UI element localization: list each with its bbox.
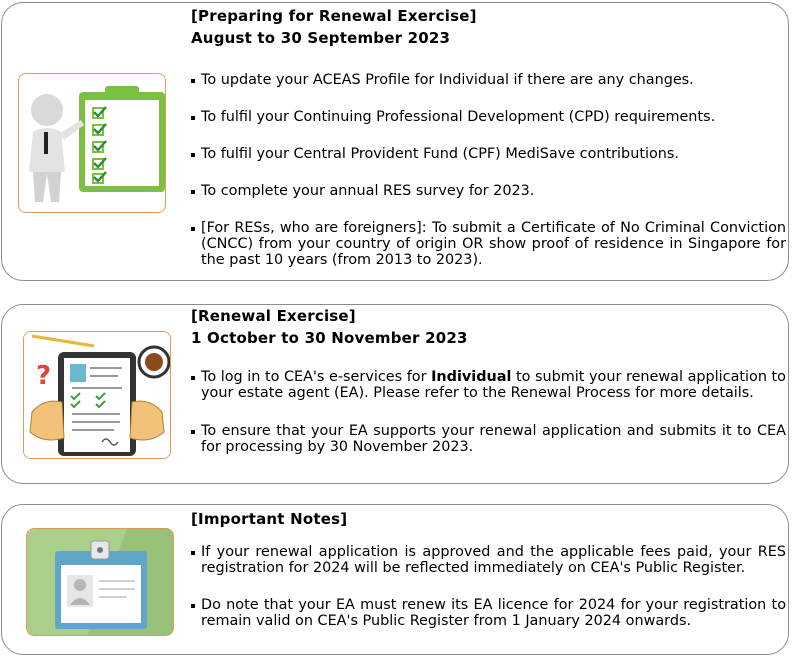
checklist-illustration [18,73,166,213]
list-item: If your renewal application is approved and the applicable fees paid, your RES registration for 2024 will be reflected immediately on CEA's Public Register. [191,544,786,576]
list-item: [For RESs, who are foreigners]: To submit a Certificate of No Criminal Conviction (CNCC) from your country of origin OR show proof of residence in Singapore for the past 10 years (from 2013 to 2023). [191,220,786,268]
section-heading: [Important Notes] [191,510,348,528]
preparing-renewal-card [1,2,789,281]
section-period: 1 October to 30 November 2023 [191,329,468,347]
bullet-list [191,544,786,629]
list-item: To ensure that your EA supports your renewal application and submits it to CEA for processing by 30 November 2023. [191,423,786,455]
tablet-form-illustration [23,331,171,459]
section-period: August to 30 September 2023 [191,29,451,47]
renewal-exercise-content [191,306,786,476]
list-item: To fulfil your Continuing Professional Development (CPD) requirements. [191,109,786,125]
important-notes-card [1,504,789,655]
important-notes-content [191,509,786,650]
list-item: To log in to CEA's e-services for Individual to submit your renewal application to your estate agent (EA). Please refer to the Renewal Process for more details. [191,369,786,401]
bullet-list [191,369,786,455]
list-item: To fulfil your Central Provident Fund (CPF) MediSave contributions. [191,146,786,162]
id-card-illustration [26,528,174,636]
preparing-renewal-content [191,6,786,289]
list-item: To update your ACEAS Profile for Individual if there are any changes. [191,72,786,88]
section-heading: [Renewal Exercise] [191,307,356,325]
bullet-list [191,72,786,268]
section-heading: [Preparing for Renewal Exercise] [191,7,477,25]
renewal-exercise-card [1,304,789,484]
list-item: Do note that your EA must renew its EA licence for 2024 for your registration to remain valid on CEA's Public Register from 1 January 2024 onwards. [191,597,786,629]
svg-text:?: ? [36,361,52,391]
list-item: To complete your annual RES survey for 2023. [191,183,786,199]
individual-emphasis: Individual [431,369,512,385]
